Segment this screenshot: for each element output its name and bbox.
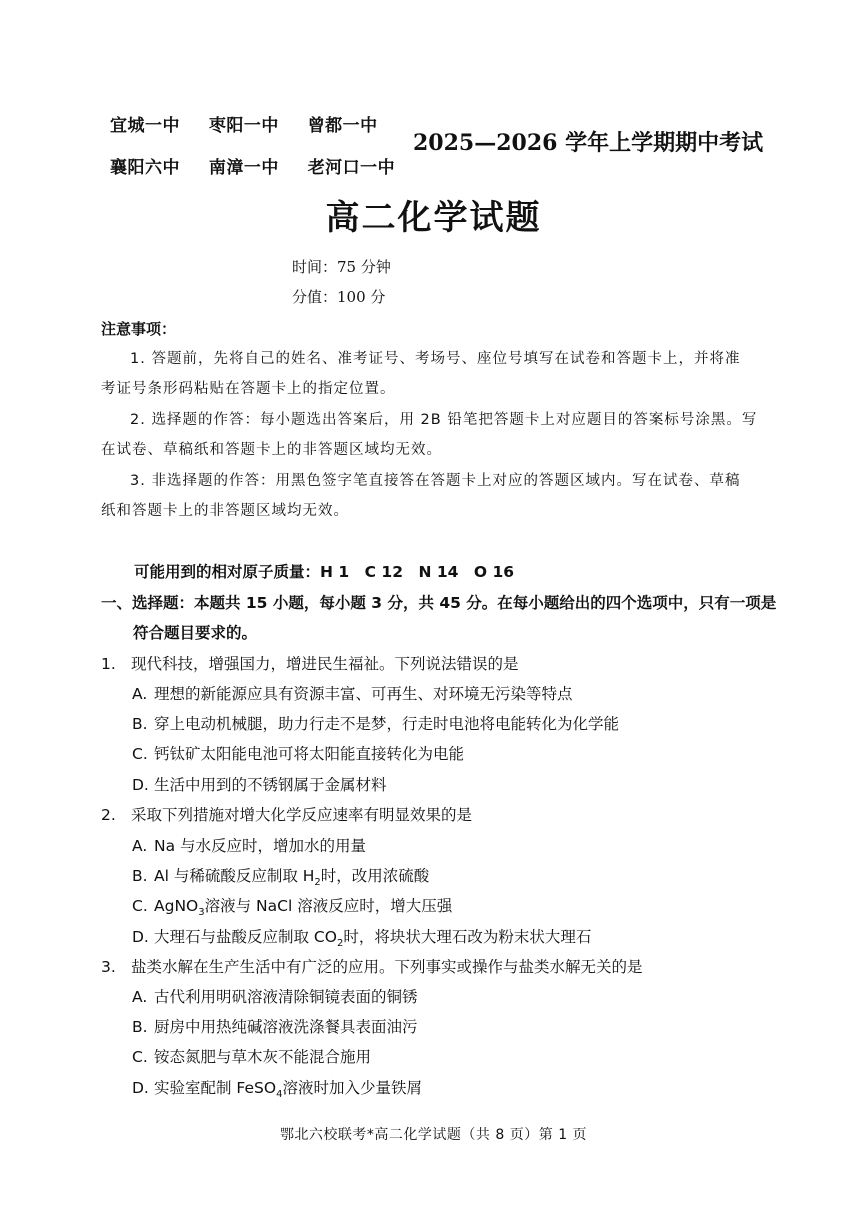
exam-title: 2025—2026 学年上学期期中考试 [413,130,764,156]
option [132,1015,418,1037]
option-letter: D. [132,1079,149,1097]
exam-time: 时间：75 分钟 [292,258,391,276]
note-line: 2. 选择题的作答：每小题选出答案后，用 2B 铅笔把答题卡上对应题目的答案标号涂黑。写 [130,412,758,428]
option [132,864,429,888]
option-text: 生活中用到的不锈钢属于金属材料 [154,776,387,794]
section-heading-cont: 符合题目要求的。 [133,624,258,642]
option [132,985,418,1007]
subscript: 3 [198,907,205,919]
option-text: 实验室配制 FeSO [154,1079,277,1097]
subscript: 2 [336,938,344,950]
option [132,1076,422,1100]
note-line: 纸和答题卡上的非答题区域均无效。 [101,503,349,519]
option-letter: A. [132,988,148,1006]
question-text: 盐类水解在生产生活中有广泛的应用。下列事实或操作与盐类水解无关的是 [131,958,643,976]
school-name: 南漳一中 [208,158,279,178]
school-row-1 [110,111,378,136]
school-name: 襄阳六中 [110,158,180,178]
note-line: 1. 答题前，先将自己的姓名、准考证号、考场号、座位号填写在试卷和答题卡上，并将准 [130,351,741,367]
notes-heading: 注意事项： [101,320,177,338]
subject-title: 高二化学试题 [325,198,542,238]
option [132,894,452,918]
option-text: 钙钛矿太阳能电池可将太阳能直接转化为电能 [154,745,465,763]
atomic-masses: 可能用到的相对原子质量：H 1 C 12 N 14 O 16 [134,563,515,581]
option-text: AgNO [154,897,199,915]
note-line: 在试卷、草稿纸和答题卡上的非答题区域均无效。 [101,442,442,458]
school-name: 老河口一中 [307,158,396,178]
question-number: 1. [101,655,116,673]
note-line: 3. 非选择题的作答：用黑色签字笔直接答在答题卡上对应的答题区域内。写在试卷、草稿 [130,473,741,489]
school-name: 宜城一中 [110,116,180,136]
option [132,742,464,764]
section-heading: 一、选择题：本题共 15 小题，每小题 3 分，共 45 分。在每小题给出的四个选项中，只有一项是 [101,594,777,612]
page-footer: 鄂北六校联考*高二化学试题（共 8 页）第 1 页 [279,1127,588,1143]
option-text-cont: 时，将块状大理石改为粉末状大理石 [343,928,592,946]
option [132,1045,371,1067]
option-letter: A. [132,837,148,855]
option-letter: D. [132,928,149,946]
option-text: 厨房中用热纯碱溶液洗涤餐具表面油污 [154,1018,418,1036]
option-letter: B. [132,1018,148,1036]
question-stem [101,652,519,674]
option-text: 理想的新能源应具有资源丰富、可再生、对环境无污染等特点 [154,685,573,703]
question-text: 现代科技，增强国力，增进民生福祉。下列说法错误的是 [131,655,519,673]
option-text: Na 与水反应时，增加水的用量 [154,837,367,855]
subscript: 4 [276,1089,283,1101]
question-number: 3. [101,958,116,976]
option-text-cont: 溶液与 NaCl 溶液反应时，增大压强 [204,897,453,915]
question-number: 2. [101,806,116,824]
option [132,682,573,704]
option [132,773,387,795]
option-text: 大理石与盐酸反应制取 CO [154,928,337,946]
exam-score: 分值：100 分 [292,288,386,306]
option-letter: B. [132,715,148,733]
school-row-2 [110,153,395,178]
option-text: 古代利用明矾溶液清除铜镜表面的铜锈 [154,988,418,1006]
option-letter: C. [132,897,148,915]
option-letter: D. [132,776,149,794]
option-letter: B. [132,867,148,885]
option-text: 穿上电动机械腿，助力行走不是梦，行走时电池将电能转化为化学能 [154,715,620,733]
note-line: 考证号条形码粘贴在答题卡上的指定位置。 [101,381,396,397]
option [132,834,366,856]
school-name: 曾都一中 [307,116,378,136]
option-text: Al 与稀硫酸反应制取 H [154,867,315,885]
option-text-cont: 时，改用浓硫酸 [320,867,430,885]
question-text: 采取下列措施对增大化学反应速率有明显效果的是 [131,806,473,824]
school-name: 枣阳一中 [208,116,279,136]
option-text-cont: 溶液时加入少量铁屑 [282,1079,422,1097]
option-letter: C. [132,1048,148,1066]
option [132,712,619,734]
option [132,925,591,949]
subscript: 2 [314,877,321,889]
question-stem [101,803,472,825]
question-stem [101,955,643,977]
option-letter: A. [132,685,148,703]
option-text: 铵态氮肥与草木灰不能混合施用 [154,1048,372,1066]
option-letter: C. [132,745,148,763]
